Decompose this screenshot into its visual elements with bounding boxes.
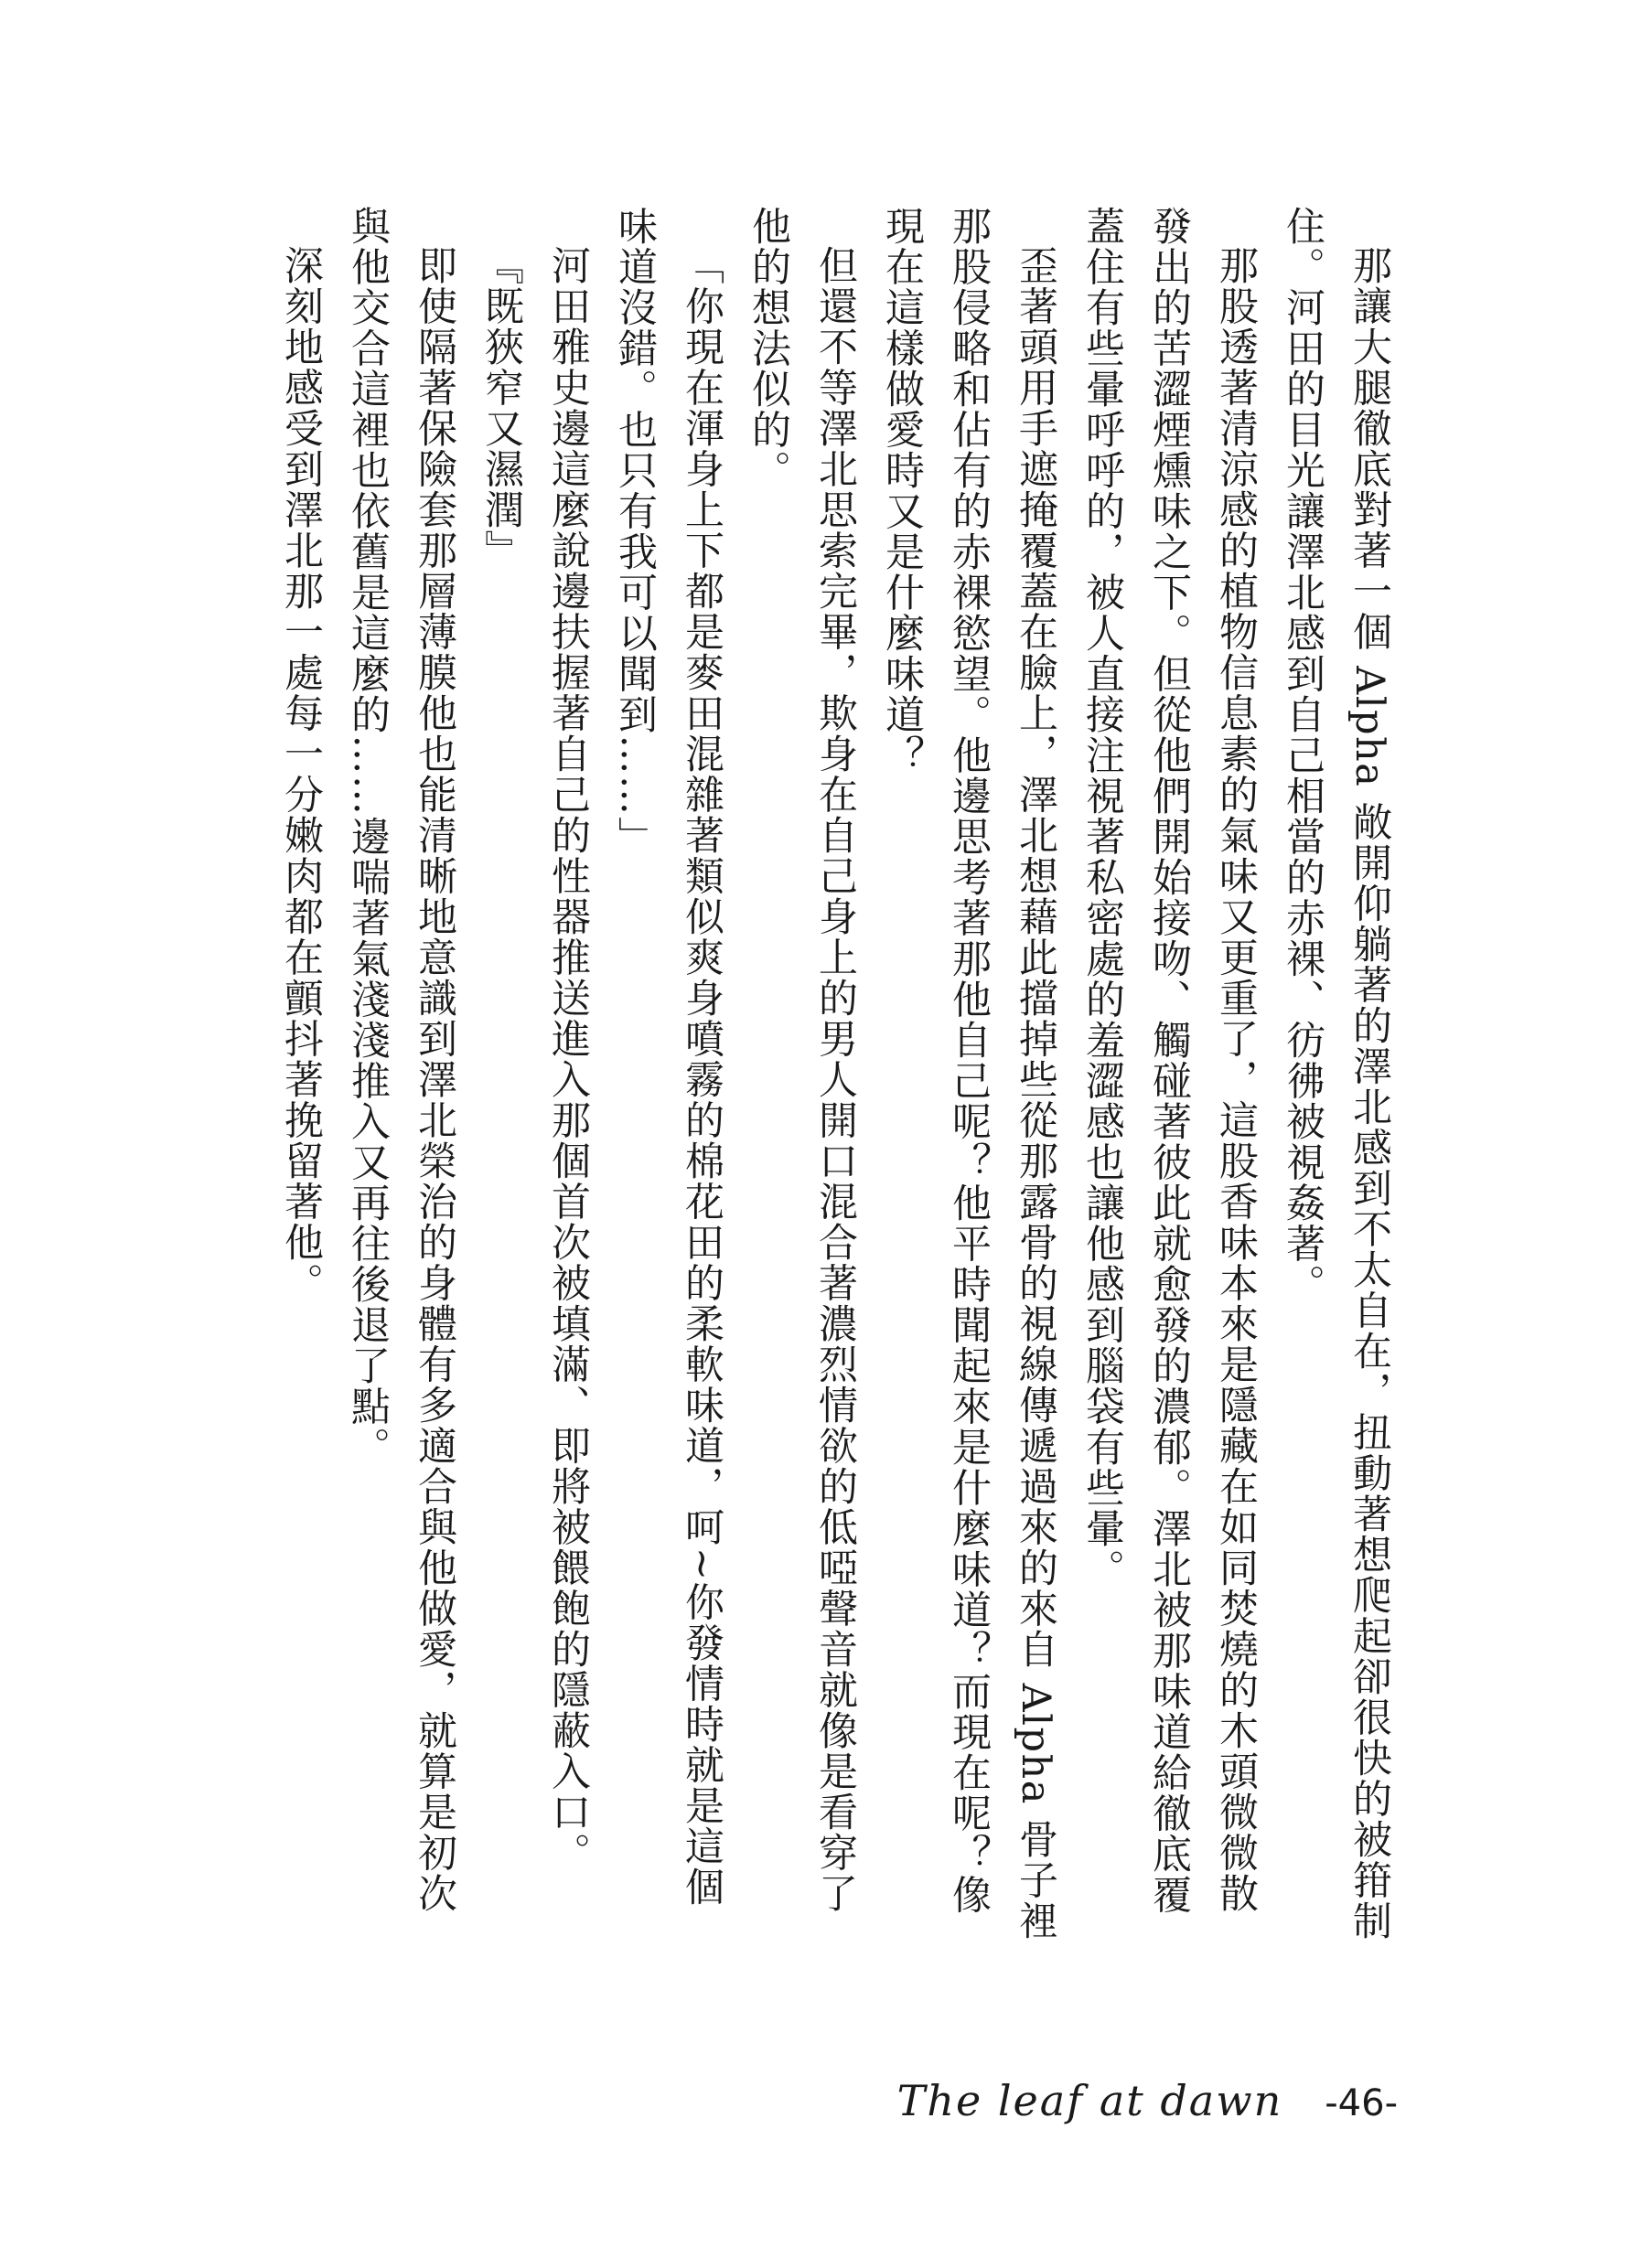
paragraph-8: 即使隔著保險套那層薄膜他也能清晰地意識到澤北榮治的身體有多適合與他做愛，就算是初次與他交合這裡也依舊是這麼的……邊喘著氣淺淺推入又再往後退了點。 <box>345 206 457 1914</box>
paragraph-9: 深刻地感受到澤北那一處每一分嫩肉都在顫抖著挽留著他。 <box>278 245 324 1303</box>
paragraph-1: 那讓大腿徹底對著一個 Alpha 敞開仰躺著的澤北感到不太自在，扭動著想爬起卻很快的被箝制住。河田的目光讓澤北感到自己相當的赤裸、彷彿被視姦著。 <box>1280 206 1392 1942</box>
paragraph-6: 河田雅史邊這麼說邊扶握著自己的性器推送進入那個首次被填滿、即將被餵飽的隱蔽入口。 <box>545 245 591 1873</box>
paragraph-5: 「你現在渾身上下都是麥田混雜著類似爽身噴霧的棉花田的柔軟味道，呵~你發情時就是這個味道沒錯。也只有我可以聞到……」 <box>612 206 724 1908</box>
paragraph-3: 歪著頭用手遮掩覆蓋在臉上，澤北想藉此擋掉些從那露骨的視線傳遞過來的來自 Alpha 骨子裡那股侵略和佔有的赤裸慾望。他邊思考著那他自己呢？他平時聞起來是什麼味道？而現在呢？像現在這樣做愛時又是什麼味道？ <box>879 206 1058 1942</box>
paragraph-7: 『既狹窄又濕潤』 <box>478 245 524 571</box>
vertical-text-body <box>195 206 1402 1943</box>
paragraph-4: 但還不等澤北思索完畢，欺身在自己身上的男人開口混合著濃烈情欲的低啞聲音就像是看穿了他的想法似的。 <box>746 206 858 1914</box>
page-footer <box>897 2076 1398 2125</box>
paragraph-2: 那股透著清涼感的植物信息素的氣味又更重了，這股香味本來是隱藏在如同焚燒的木頭微微散發出的苦澀煙燻味之下。但從他們開始接吻、觸碰著彼此就愈發的濃郁。澤北被那味道給徹底覆蓋住有些暈呼呼的，被人直接注視著私密處的羞澀感也讓他感到腦袋有些暈。 <box>1079 206 1259 1915</box>
book-title: The leaf at dawn <box>896 2076 1283 2125</box>
page-number: -46- <box>1325 2082 1398 2124</box>
